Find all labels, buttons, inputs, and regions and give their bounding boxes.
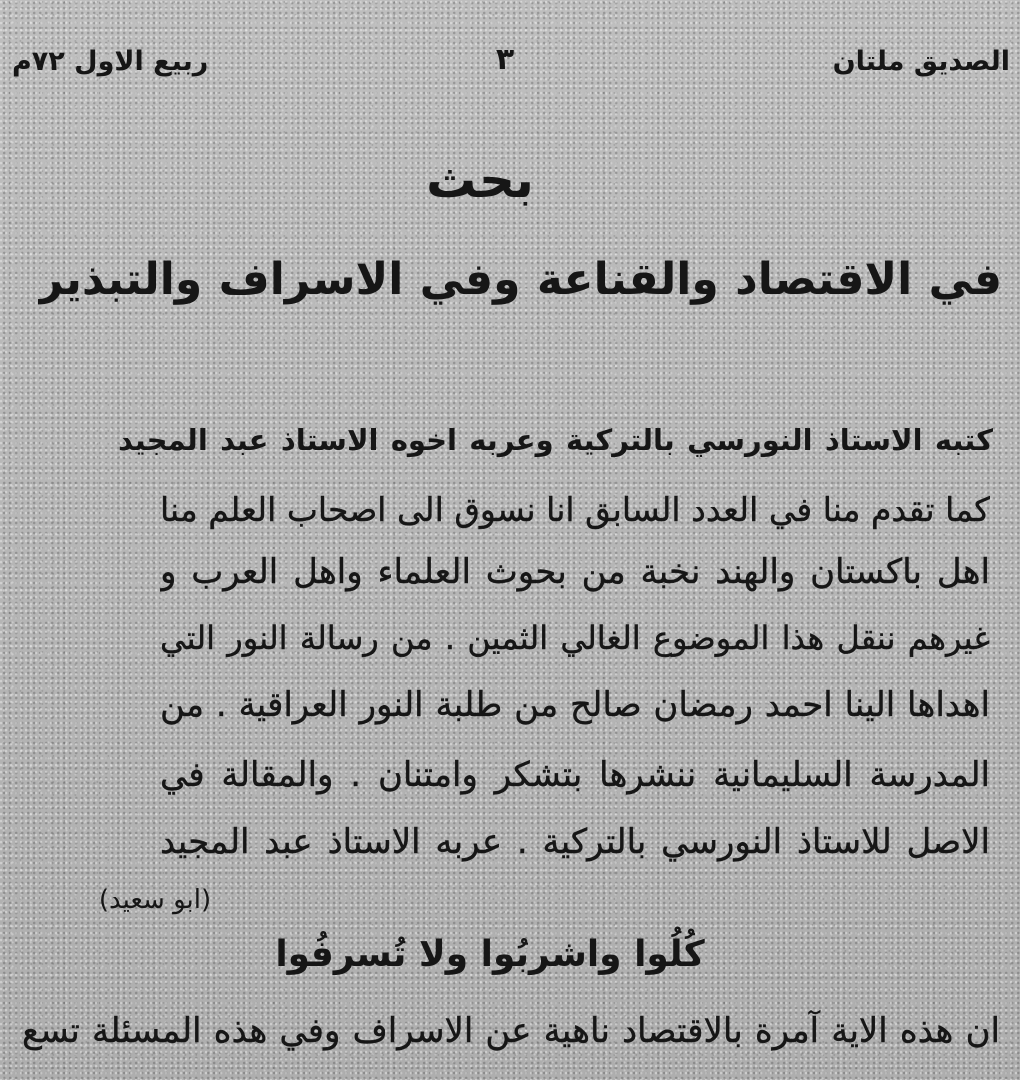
page-number: ٣ [495,42,515,77]
signature: (ابو سعيد) [98,885,212,915]
byline: كتبه الاستاذ النورسي بالتركية وعربه اخوه الاستاذ عبد المجيد [118,423,993,457]
intro-line: اهل باكستان والهند نخبة من بحوث العلماء واهل العرب و [160,552,990,592]
title-kicker: بحث [426,151,534,209]
intro-line: المدرسة السليمانية ننشرها بتشكر وامتنان . والمقالة في [160,755,990,795]
body-line: ان هذه الاية آمرة بالاقتصاد ناهية عن الاسراف وفي هذه المسئلة تسع [22,1011,1000,1051]
article-title: في الاقتصاد والقناعة وفي الاسراف والتبذير [38,254,1002,305]
intro-line: الاصل للاستاذ النورسي بالتركية . عربه الاستاذ عبد المجيد [160,822,990,862]
intro-line: كما تقدم منا في العدد السابق انا نسوق الى اصحاب العلم منا [160,490,990,529]
issue-date: ربيع الاول ٧٢م [12,46,209,77]
publication-name: الصديق ملتان [832,46,1010,77]
verse-heading: كُلُوا واشربُوا ولا تُسرفُوا [275,934,705,975]
intro-line: غيرهم ننقل هذا الموضوع الغالي الثمين . من رسالة النور التي [160,619,990,657]
intro-line: اهداها الينا احمد رمضان صالح من طلبة النور العراقية . من [160,685,990,725]
